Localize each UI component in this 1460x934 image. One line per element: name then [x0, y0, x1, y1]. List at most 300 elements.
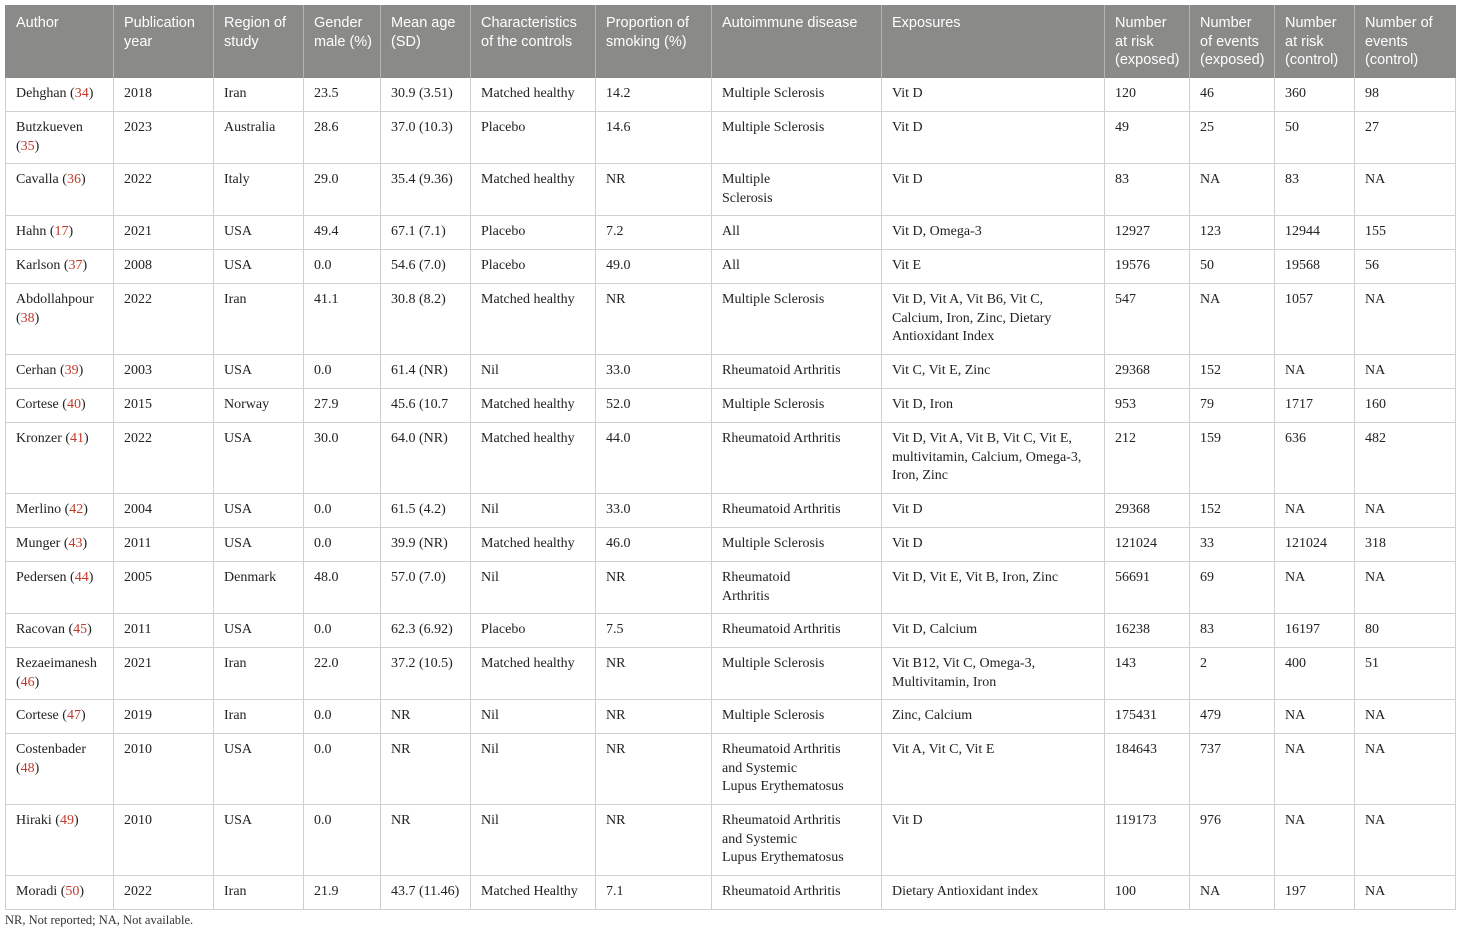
table-cell: 2 [1190, 648, 1275, 700]
table-cell: 16238 [1105, 614, 1190, 648]
table-cell: 159 [1190, 423, 1275, 494]
reference-link[interactable]: 40 [66, 397, 81, 412]
table-cell: NR [381, 734, 471, 805]
table-cell: 152 [1190, 494, 1275, 528]
table-cell: 2005 [114, 562, 214, 614]
table-cell: NR [596, 734, 712, 805]
table-row [6, 734, 1456, 805]
author-cell: Cavalla (36) [6, 164, 114, 216]
table-cell: USA [214, 355, 304, 389]
author-cell: Cerhan (39) [6, 355, 114, 389]
table-cell: 61.5 (4.2) [381, 494, 471, 528]
table-cell: 83 [1275, 164, 1355, 216]
table-row [6, 250, 1456, 284]
table-cell: USA [214, 528, 304, 562]
reference-link[interactable]: 35 [20, 138, 35, 154]
table-cell: NR [596, 805, 712, 876]
table-cell: NA [1355, 164, 1456, 216]
table-cell: NA [1275, 700, 1355, 734]
table-cell: Denmark [214, 562, 304, 614]
table-cell: 64.0 (NR) [381, 423, 471, 494]
column-header: Number of events (exposed) [1190, 5, 1275, 78]
table-cell: Iran [214, 648, 304, 700]
table-cell: Matched healthy [471, 648, 596, 700]
table-cell: 121024 [1105, 528, 1190, 562]
table-cell: 976 [1190, 805, 1275, 876]
author-name: Butzkueven [16, 120, 83, 135]
table-cell: 29.0 [304, 164, 381, 216]
table-cell: 56 [1355, 250, 1456, 284]
column-header: Region of study [214, 5, 304, 78]
table-cell: Vit D [882, 78, 1105, 112]
table-cell: Matched healthy [471, 423, 596, 494]
column-header: Number at risk (control) [1275, 5, 1355, 78]
table-cell: 67.1 (7.1) [381, 216, 471, 250]
table-cell: 41.1 [304, 284, 381, 355]
table-cell: 37.0 (10.3) [381, 112, 471, 164]
table-cell: 0.0 [304, 734, 381, 805]
table-cell: 0.0 [304, 528, 381, 562]
table-row [6, 648, 1456, 700]
table-cell: Matched healthy [471, 389, 596, 423]
author-cell: Hiraki (49) [6, 805, 114, 876]
author-name: Cortese [16, 708, 59, 723]
table-cell: Dietary Antioxidant index [882, 876, 1105, 910]
footnote: NR, Not reported; NA, Not available. [5, 913, 194, 927]
table-cell: NA [1355, 355, 1456, 389]
table-cell: NR [381, 805, 471, 876]
table-header-row [6, 5, 1456, 78]
table-cell: 2008 [114, 250, 214, 284]
table-row [6, 78, 1456, 112]
table-cell: 30.0 [304, 423, 381, 494]
table-cell: 197 [1275, 876, 1355, 910]
table-cell: Multiple Sclerosis [712, 284, 882, 355]
table-cell: Vit C, Vit E, Zinc [882, 355, 1105, 389]
table-cell: USA [214, 423, 304, 494]
table-cell: Multiple Sclerosis [712, 700, 882, 734]
table-cell: 14.2 [596, 78, 712, 112]
table-cell: Vit D, Calcium [882, 614, 1105, 648]
table-cell: NA [1355, 876, 1456, 910]
table-cell: 152 [1190, 355, 1275, 389]
reference-link[interactable]: 47 [66, 708, 81, 723]
table-cell: 737 [1190, 734, 1275, 805]
table-cell: USA [214, 734, 304, 805]
table-cell: 19576 [1105, 250, 1190, 284]
table-cell: 80 [1355, 614, 1456, 648]
table-cell: 51 [1355, 648, 1456, 700]
table-cell: NA [1190, 876, 1275, 910]
author-name: Costenbader [16, 742, 86, 757]
table-cell: 46 [1190, 78, 1275, 112]
table-cell: NR [596, 562, 712, 614]
table-cell: NA [1275, 562, 1355, 614]
table-cell: Rheumatoid Arthritis [712, 562, 882, 614]
author-cell: Cortese (47) [6, 700, 114, 734]
table-cell: 29368 [1105, 355, 1190, 389]
table-cell: 27 [1355, 112, 1456, 164]
author-name: Rezaeimanesh [16, 656, 97, 671]
table-cell: 184643 [1105, 734, 1190, 805]
table-cell: 7.1 [596, 876, 712, 910]
author-name: Cortese [16, 397, 59, 412]
column-header: Publication year [114, 5, 214, 78]
column-header: Characteristics of the controls [471, 5, 596, 78]
table-cell: 143 [1105, 648, 1190, 700]
table-cell: USA [214, 614, 304, 648]
table-cell: 83 [1105, 164, 1190, 216]
table-cell: 2022 [114, 876, 214, 910]
table-cell: NR [596, 648, 712, 700]
table-cell: 27.9 [304, 389, 381, 423]
table-cell: 25 [1190, 112, 1275, 164]
author-name: Hahn [16, 224, 47, 239]
table-cell: 50 [1190, 250, 1275, 284]
author-name: Karlson [16, 258, 61, 273]
table-cell: Iran [214, 876, 304, 910]
table-row [6, 562, 1456, 614]
table-cell: USA [214, 805, 304, 876]
table-cell: 61.4 (NR) [381, 355, 471, 389]
table-cell: USA [214, 216, 304, 250]
table-cell: 33 [1190, 528, 1275, 562]
table-cell: 2018 [114, 78, 214, 112]
table-cell: 2010 [114, 805, 214, 876]
table-cell: 1717 [1275, 389, 1355, 423]
table-cell: Nil [471, 805, 596, 876]
table-cell: 636 [1275, 423, 1355, 494]
author-cell: Cortese (40) [6, 389, 114, 423]
table-cell: All [712, 216, 882, 250]
table-cell: 547 [1105, 284, 1190, 355]
column-header: Autoimmune disease [712, 5, 882, 78]
author-cell: Karlson (37) [6, 250, 114, 284]
table-cell: Multiple Sclerosis [712, 112, 882, 164]
author-cell: Racovan (45) [6, 614, 114, 648]
table-row [6, 164, 1456, 216]
table-cell: Multiple Sclerosis [712, 648, 882, 700]
author-cell: Dehghan (34) [6, 78, 114, 112]
table-cell: 33.0 [596, 355, 712, 389]
table-cell: 44.0 [596, 423, 712, 494]
table-cell: 56691 [1105, 562, 1190, 614]
table-cell: Nil [471, 700, 596, 734]
author-name: Hiraki [16, 813, 52, 828]
table-cell: 57.0 (7.0) [381, 562, 471, 614]
reference-link[interactable]: 44 [74, 570, 89, 585]
reference-link[interactable]: 34 [74, 85, 89, 101]
table-cell: Nil [471, 355, 596, 389]
study-characteristics-table [5, 5, 1456, 910]
table-cell: Matched healthy [471, 284, 596, 355]
reference-link[interactable]: 37 [68, 258, 83, 273]
table-cell: 79 [1190, 389, 1275, 423]
author-name: Pedersen [16, 570, 67, 585]
table-cell: 12927 [1105, 216, 1190, 250]
table-cell: 2022 [114, 423, 214, 494]
table-cell: NR [596, 700, 712, 734]
column-header: Gender male (%) [304, 5, 381, 78]
author-name: Merlino [16, 502, 62, 517]
author-cell: Munger (43) [6, 528, 114, 562]
table-cell: 119173 [1105, 805, 1190, 876]
table-cell: 62.3 (6.92) [381, 614, 471, 648]
author-name: Cavalla [16, 172, 59, 187]
table-cell: 50 [1275, 112, 1355, 164]
author-cell: Costenbader (48) [6, 734, 114, 805]
table-cell: 12944 [1275, 216, 1355, 250]
table-cell: Nil [471, 494, 596, 528]
column-header: Proportion of smoking (%) [596, 5, 712, 78]
table-cell: 0.0 [304, 700, 381, 734]
table-row [6, 423, 1456, 494]
table-cell: 43.7 (11.46) [381, 876, 471, 910]
table-cell: Matched healthy [471, 528, 596, 562]
table-cell: Rheumatoid Arthritis [712, 423, 882, 494]
table-cell: 360 [1275, 78, 1355, 112]
table-cell: NA [1190, 284, 1275, 355]
table-row [6, 528, 1456, 562]
table-cell: Italy [214, 164, 304, 216]
table-cell: NA [1355, 494, 1456, 528]
reference-link[interactable]: 38 [20, 310, 35, 326]
table-cell: 155 [1355, 216, 1456, 250]
table-cell: NA [1355, 700, 1456, 734]
table-cell: All [712, 250, 882, 284]
table-cell: Placebo [471, 216, 596, 250]
table-cell: 2023 [114, 112, 214, 164]
reference-link[interactable]: 48 [20, 760, 35, 776]
table-cell: Rheumatoid Arthritis and Systemic Lupus Erythematosus [712, 734, 882, 805]
table-cell: 2021 [114, 216, 214, 250]
table-cell: NR [381, 700, 471, 734]
table-cell: Placebo [471, 250, 596, 284]
table-cell: 21.9 [304, 876, 381, 910]
author-cell: Merlino (42) [6, 494, 114, 528]
table-cell: 2022 [114, 164, 214, 216]
table-cell: 98 [1355, 78, 1456, 112]
table-cell: 0.0 [304, 355, 381, 389]
table-cell: NA [1355, 805, 1456, 876]
table-cell: 30.8 (8.2) [381, 284, 471, 355]
reference-link[interactable]: 39 [64, 363, 79, 378]
table-cell: Australia [214, 112, 304, 164]
author-cell: Pedersen (44) [6, 562, 114, 614]
table-cell: 212 [1105, 423, 1190, 494]
table-cell: 2019 [114, 700, 214, 734]
column-header: Number of events (control) [1355, 5, 1456, 78]
table-cell: 123 [1190, 216, 1275, 250]
reference-link[interactable]: 17 [54, 224, 69, 239]
table-cell: 479 [1190, 700, 1275, 734]
table-cell: Multiple Sclerosis [712, 528, 882, 562]
table-cell: 46.0 [596, 528, 712, 562]
table-cell: 400 [1275, 648, 1355, 700]
reference-link[interactable]: 42 [69, 502, 84, 517]
column-header: Mean age (SD) [381, 5, 471, 78]
table-cell: NR [596, 284, 712, 355]
table-cell: NR [596, 164, 712, 216]
table-cell: Multiple Sclerosis [712, 78, 882, 112]
reference-link[interactable]: 45 [73, 622, 88, 637]
reference-link[interactable]: 46 [20, 674, 35, 690]
table-cell: 2011 [114, 614, 214, 648]
table-cell: NA [1275, 734, 1355, 805]
table-cell: 49.4 [304, 216, 381, 250]
table-row [6, 700, 1456, 734]
table-cell: Multiple Sclerosis [712, 164, 882, 216]
author-cell: Moradi (50) [6, 876, 114, 910]
table-cell: Vit E [882, 250, 1105, 284]
table-row [6, 876, 1456, 910]
table-cell: 2003 [114, 355, 214, 389]
reference-link[interactable]: 41 [70, 431, 85, 446]
table-cell: Iran [214, 700, 304, 734]
table-cell: 52.0 [596, 389, 712, 423]
reference-link[interactable]: 43 [68, 536, 83, 551]
table-cell: 121024 [1275, 528, 1355, 562]
reference-link[interactable]: 50 [65, 884, 80, 899]
table-cell: Nil [471, 562, 596, 614]
table-cell: Placebo [471, 614, 596, 648]
table-cell: 23.5 [304, 78, 381, 112]
table-cell: Vit D, Vit A, Vit B6, Vit C, Calcium, Iron, Zinc, Dietary Antioxidant Index [882, 284, 1105, 355]
table-cell: Rheumatoid Arthritis [712, 355, 882, 389]
table-cell: 69 [1190, 562, 1275, 614]
table-cell: Matched healthy [471, 78, 596, 112]
table-row [6, 355, 1456, 389]
table-cell: 16197 [1275, 614, 1355, 648]
table-cell: NA [1275, 494, 1355, 528]
table-cell: Rheumatoid Arthritis [712, 876, 882, 910]
table-row [6, 112, 1456, 164]
table-cell: 175431 [1105, 700, 1190, 734]
table-cell: Matched Healthy [471, 876, 596, 910]
table-cell: NA [1275, 805, 1355, 876]
table-cell: 0.0 [304, 614, 381, 648]
table-cell: 120 [1105, 78, 1190, 112]
table-cell: 7.2 [596, 216, 712, 250]
table-cell: 49 [1105, 112, 1190, 164]
table-cell: 2010 [114, 734, 214, 805]
table-cell: 39.9 (NR) [381, 528, 471, 562]
author-cell: Rezaeimanesh (46) [6, 648, 114, 700]
table-cell: 48.0 [304, 562, 381, 614]
table-cell: Multiple Sclerosis [712, 389, 882, 423]
table-cell: USA [214, 494, 304, 528]
table-row [6, 389, 1456, 423]
table-cell: 14.6 [596, 112, 712, 164]
table-cell: 37.2 (10.5) [381, 648, 471, 700]
table-cell: 33.0 [596, 494, 712, 528]
table-cell: Iran [214, 78, 304, 112]
table-cell: Vit D [882, 528, 1105, 562]
table-cell: Vit D [882, 494, 1105, 528]
table-cell: 1057 [1275, 284, 1355, 355]
column-header: Exposures [882, 5, 1105, 78]
author-cell: Butzkueven (35) [6, 112, 114, 164]
table-cell: Norway [214, 389, 304, 423]
table-cell: Vit D [882, 112, 1105, 164]
table-cell: Placebo [471, 112, 596, 164]
table-cell: 100 [1105, 876, 1190, 910]
table-cell: Vit D, Vit A, Vit B, Vit C, Vit E, multivitamin, Calcium, Omega-3, Iron, Zinc [882, 423, 1105, 494]
table-cell: 7.5 [596, 614, 712, 648]
author-name: Kronzer [16, 431, 62, 446]
table-row [6, 805, 1456, 876]
table-cell: 35.4 (9.36) [381, 164, 471, 216]
author-cell: Abdollahpour (38) [6, 284, 114, 355]
column-header: Number at risk (exposed) [1105, 5, 1190, 78]
table-cell: Vit A, Vit C, Vit E [882, 734, 1105, 805]
author-name: Moradi [16, 884, 58, 899]
table-cell: Vit B12, Vit C, Omega-3, Multivitamin, Iron [882, 648, 1105, 700]
table-cell: 22.0 [304, 648, 381, 700]
author-name: Cerhan [16, 363, 57, 378]
table-cell: Rheumatoid Arthritis [712, 614, 882, 648]
table-cell: Vit D, Vit E, Vit B, Iron, Zinc [882, 562, 1105, 614]
table-cell: 29368 [1105, 494, 1190, 528]
table-cell: 2022 [114, 284, 214, 355]
author-name: Dehghan [16, 85, 67, 101]
reference-link[interactable]: 36 [66, 172, 81, 187]
table-row [6, 614, 1456, 648]
table-cell: 953 [1105, 389, 1190, 423]
table-cell: 0.0 [304, 494, 381, 528]
table-row [6, 284, 1456, 355]
table-cell: 2004 [114, 494, 214, 528]
table-cell: 0.0 [304, 250, 381, 284]
table-cell: NA [1275, 355, 1355, 389]
author-name: Abdollahpour [16, 292, 94, 307]
table-cell: 2011 [114, 528, 214, 562]
table-row [6, 216, 1456, 250]
table-cell: 0.0 [304, 805, 381, 876]
table-cell: NA [1355, 734, 1456, 805]
table-cell: Nil [471, 734, 596, 805]
table-cell: 482 [1355, 423, 1456, 494]
table-cell: Vit D, Iron [882, 389, 1105, 423]
table-cell: 2021 [114, 648, 214, 700]
table-cell: Rheumatoid Arthritis and Systemic Lupus Erythematosus [712, 805, 882, 876]
author-cell: Kronzer (41) [6, 423, 114, 494]
table-cell: Zinc, Calcium [882, 700, 1105, 734]
author-name: Racovan [16, 622, 65, 637]
table-cell: 54.6 (7.0) [381, 250, 471, 284]
table-row [6, 494, 1456, 528]
table-cell: 30.9 (3.51) [381, 78, 471, 112]
table-cell: 160 [1355, 389, 1456, 423]
table-body [6, 78, 1456, 910]
table-cell: Rheumatoid Arthritis [712, 494, 882, 528]
table-cell: 83 [1190, 614, 1275, 648]
reference-link[interactable]: 49 [59, 813, 74, 828]
table-cell: Vit D [882, 164, 1105, 216]
table-cell: Vit D [882, 805, 1105, 876]
author-name: Munger [16, 536, 61, 551]
author-cell: Hahn (17) [6, 216, 114, 250]
column-header: Author [6, 5, 114, 78]
table-cell: USA [214, 250, 304, 284]
table-cell: 49.0 [596, 250, 712, 284]
table-cell: Iran [214, 284, 304, 355]
table-cell: NA [1355, 284, 1456, 355]
table-cell: Vit D, Omega-3 [882, 216, 1105, 250]
table-cell: Matched healthy [471, 164, 596, 216]
table-cell: 2015 [114, 389, 214, 423]
table-cell: 45.6 (10.7 [381, 389, 471, 423]
